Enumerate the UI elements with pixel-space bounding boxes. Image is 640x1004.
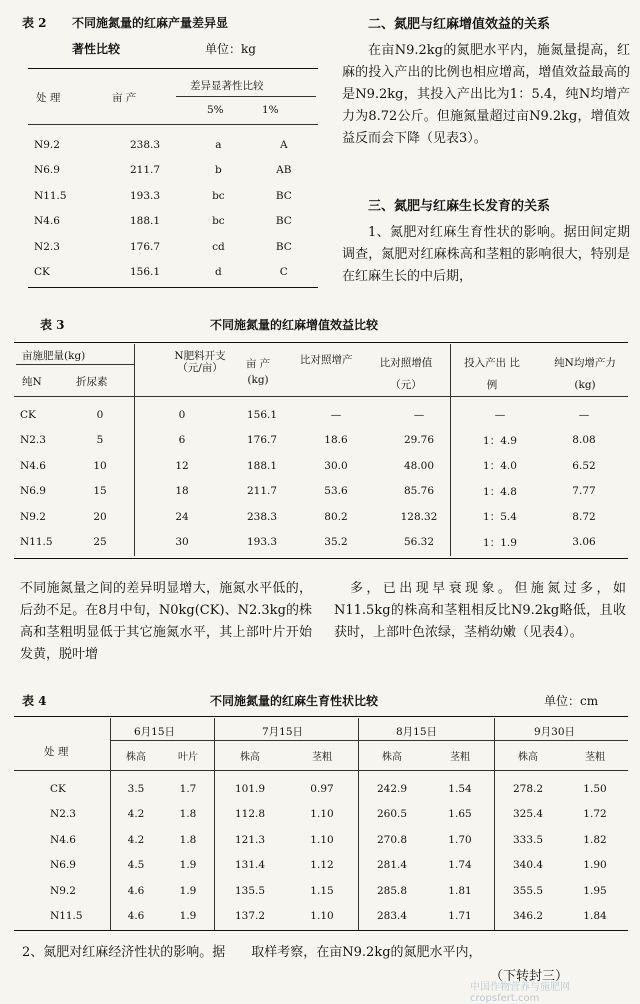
table-cell: 1.70 [448, 833, 472, 846]
table2-title-line1: 不同施氮量的红麻产量差异显 [72, 16, 229, 30]
table4-date-2: 7月15日 [262, 726, 304, 738]
table-cell: 270.8 [376, 833, 408, 846]
table-cell: 193.3 [246, 536, 278, 549]
table4-subheader-cell: 茎粗 [312, 752, 332, 763]
table3-label: 表 3 [40, 318, 65, 332]
table-cell: 211.7 [246, 485, 278, 498]
table-cell: 1.82 [583, 833, 607, 846]
table4-subheader [14, 748, 628, 763]
table-cell: 1.9 [179, 884, 197, 897]
table3-header-urea: 折尿素 [76, 376, 108, 388]
table4-date-1: 6月15日 [134, 726, 176, 738]
table-cell: 0 [178, 408, 186, 421]
table-row [14, 453, 628, 479]
table-cell: 4.2 [127, 833, 145, 846]
table-cell: 333.5 [512, 833, 544, 846]
table-cell: CK [20, 408, 36, 421]
table-cell: 340.4 [512, 859, 544, 872]
table-cell: CK [34, 266, 50, 279]
table-cell: 8.08 [572, 434, 596, 447]
table-cell: 8.72 [572, 510, 596, 523]
table2-unit: 单位：kg [205, 42, 256, 56]
table-cell: 121.3 [234, 833, 266, 846]
table-cell: 1.8 [179, 808, 197, 821]
table-cell: 325.4 [512, 808, 544, 821]
table2-header-5pct: 5% [207, 104, 224, 116]
table-cell: 193.3 [129, 189, 161, 202]
table-cell: 6 [178, 434, 186, 447]
table-cell: 1.90 [583, 859, 607, 872]
table2-label: 表 2 [22, 16, 47, 30]
table-cell: 1.81 [448, 884, 472, 897]
table-row [14, 530, 628, 556]
table-cell: 1.54 [448, 782, 472, 795]
table2-body [28, 132, 318, 285]
table-cell: 10 [93, 459, 107, 472]
table-cell: 188.1 [246, 459, 278, 472]
table-cell: N2.3 [34, 240, 60, 253]
table-cell: 25 [93, 536, 107, 549]
table4-subheader-cell: 叶片 [178, 752, 198, 763]
table4-subheader-cell: 株高 [240, 752, 260, 763]
table-row [28, 158, 318, 184]
table-cell: CK [50, 782, 66, 795]
bottom-paragraph: 2、氮肥对红麻经济性状的影响。据 取样考察，在亩N9.2kg的氮肥水平内， [22, 945, 482, 960]
table-cell: 20 [93, 510, 107, 523]
table-cell: 242.9 [376, 782, 408, 795]
table4-bottom-rule [14, 930, 628, 931]
table4-label: 表 4 [22, 694, 47, 708]
table-cell: N9.2 [34, 138, 60, 151]
table-row [28, 209, 318, 235]
table3-header-yield: 亩 产 (kg) [245, 358, 271, 386]
table3-header-ratio: 投入产出 比 例 [464, 357, 520, 391]
table-cell: 3.5 [127, 782, 145, 795]
table-cell: 53.6 [324, 485, 348, 498]
table-cell: 281.4 [376, 859, 408, 872]
table-cell: 85.76 [403, 485, 435, 498]
table-cell: 346.2 [512, 910, 544, 923]
table-cell: 15 [93, 485, 107, 498]
table-cell: 238.3 [246, 510, 278, 523]
table-cell: — [578, 408, 590, 421]
table-cell: cd [212, 240, 225, 253]
table-cell: 1：1.9 [483, 536, 517, 549]
table-cell: N4.6 [50, 833, 76, 846]
table4-subheader-cell: 株高 [382, 752, 402, 763]
table4-date-4: 9月30日 [534, 726, 576, 738]
table-cell: 128.32 [400, 510, 438, 523]
table-cell: N4.6 [34, 215, 60, 228]
table-cell: a [215, 138, 222, 151]
table3-top-rule [14, 342, 628, 343]
table-row [14, 428, 628, 454]
table4-subheader-cell: 株高 [518, 752, 538, 763]
table-cell: 1.71 [448, 910, 472, 923]
table-cell: 135.5 [234, 884, 266, 897]
table-cell: 176.7 [246, 434, 278, 447]
table4-subheader-cell: 茎粗 [585, 752, 605, 763]
table-cell: 4.6 [127, 884, 145, 897]
table-cell: N2.3 [20, 434, 46, 447]
table-cell: 56.32 [403, 536, 435, 549]
continued-note: （下转封三） [490, 969, 569, 984]
table3-header-pureN: 纯N [22, 376, 42, 388]
table-cell: — [413, 408, 425, 421]
table2-header-significance: 差异显著性比较 [190, 80, 264, 92]
table3-bottom-rule [14, 558, 628, 559]
table-cell: — [494, 408, 506, 421]
table2-sub-rule [176, 96, 316, 97]
section-heading-3: 三、氮肥与红麻生长发育的关系 [368, 199, 551, 214]
table-cell: 30 [175, 536, 189, 549]
table3-header-power: 纯N均增产力 (kg) [554, 357, 616, 391]
table-cell: A [280, 138, 288, 151]
table2-title-line2: 著性比较 [72, 42, 121, 56]
table-cell: 156.1 [129, 266, 161, 279]
table-row [14, 904, 628, 930]
table-cell: BC [275, 215, 292, 228]
watermark: 中国作物营养与施肥网 cropsfert.com [470, 982, 570, 1004]
table-cell: N4.6 [20, 459, 46, 472]
mid-paragraph-left: 不同施氮量之间的差异明显增大，施氮水平低的，后劲不足。在8月中旬，N0kg(CK)、N2.3kg的株高和茎粗明显低于其它施氮水平，其上部叶片开始发黄，脱叶增 [20, 581, 312, 662]
table-cell: 4.5 [127, 859, 145, 872]
section-3-paragraph: 1、氮肥对红麻生育性状的影响。据田间定期调查，氮肥对红麻株高和茎粗的影响很大，特别是在红麻生长的中后期， [342, 225, 630, 284]
section-2-paragraph: 在亩N9.2kg的氮肥水平内，施氮量提高，红麻的投入产出的比例也相应增高，增值效益最高的是N9.2kg，其投入产出比为1：5.4，纯N均增产力为8.72公斤。但施氮量超过亩N9.2kg，增值效益反而会下降（见表3）。 [342, 43, 630, 146]
table-row [14, 402, 628, 428]
table-cell: N9.2 [50, 884, 76, 897]
table-cell: 24 [175, 510, 189, 523]
table-row [14, 827, 628, 853]
table-row [14, 776, 628, 802]
table-cell: 283.4 [376, 910, 408, 923]
table-cell: 12 [175, 459, 189, 472]
table4-header-rule [14, 770, 628, 771]
table-cell: d [215, 266, 222, 279]
table-row [28, 132, 318, 158]
table3-title: 不同施氮量的红麻增值效益比较 [210, 318, 379, 332]
table-cell: 1.84 [583, 910, 607, 923]
table-cell: 1：4.8 [483, 485, 517, 498]
table-cell: 1.9 [179, 910, 197, 923]
table-cell: 0.97 [310, 782, 334, 795]
table-cell: 1.74 [448, 859, 472, 872]
table-cell: 5 [96, 434, 104, 447]
table2-header-rule [28, 124, 318, 125]
table3-header-cost: N肥料开支（元/亩） [174, 350, 226, 374]
table-cell: 1.95 [583, 884, 607, 897]
table-row [14, 479, 628, 505]
table-cell: 3.06 [572, 536, 596, 549]
table-cell: 101.9 [234, 782, 266, 795]
table-cell: 1.72 [583, 808, 607, 821]
table-cell: N11.5 [50, 910, 83, 923]
table-cell: N6.9 [50, 859, 76, 872]
table-cell: 1.8 [179, 833, 197, 846]
table-cell: N6.9 [20, 485, 46, 498]
table-cell: N2.3 [50, 808, 76, 821]
table4-date-rule [110, 740, 628, 741]
table-cell: 176.7 [129, 240, 161, 253]
table-cell: N11.5 [20, 536, 53, 549]
table3-header-fert: 亩施肥量(kg) [22, 350, 86, 362]
table-cell: 1.12 [310, 859, 334, 872]
table-cell: 1.10 [310, 833, 334, 846]
table-row [14, 802, 628, 828]
table-cell: bc [212, 189, 225, 202]
table-row [14, 853, 628, 879]
table3-header-inc-value: 比对照增值 （元） [379, 357, 433, 391]
table4-title: 不同施氮量的红麻生育性状比较 [210, 694, 379, 708]
table-cell: BC [275, 240, 292, 253]
table-cell: 137.2 [234, 910, 266, 923]
table-cell: 1：5.4 [483, 511, 517, 524]
table-cell: C [279, 266, 288, 279]
table-row [28, 234, 318, 260]
table4-subheader-cell: 株高 [126, 752, 146, 763]
table-cell: 4.2 [127, 808, 145, 821]
table3-body [14, 402, 628, 555]
table3-header-rule [14, 396, 628, 397]
table-cell: BC [275, 189, 292, 202]
table-cell: 260.5 [376, 808, 408, 821]
table-cell: 1.7 [179, 782, 197, 795]
table-cell: 355.5 [512, 884, 544, 897]
table-cell-empty [14, 748, 110, 763]
table2-top-rule [28, 68, 318, 69]
table4-date-3: 8月15日 [396, 726, 438, 738]
section-heading-2: 二、氮肥与红麻增值效益的关系 [368, 17, 551, 32]
table-cell: 18 [175, 485, 189, 498]
table3-fert-sub-rule [16, 364, 134, 365]
table3-header-inc-yield: 比对照增产 [300, 354, 353, 366]
table-cell: b [215, 164, 222, 177]
table-cell: 1.9 [179, 859, 197, 872]
table-cell: 238.3 [129, 138, 161, 151]
table-cell: 80.2 [324, 510, 348, 523]
table-row [28, 183, 318, 209]
table2-header-treatment: 处 理 [36, 92, 61, 104]
table-cell: N9.2 [20, 510, 46, 523]
table-cell: 211.7 [129, 164, 161, 177]
table-cell: 156.1 [246, 408, 278, 421]
table-cell: 1.65 [448, 808, 472, 821]
mid-paragraph-right: 多，已出现早衰现象。但施氮过多，如N11.5kg的株高和茎粗相反比N9.2kg略低，且收获时，上部叶色浓绿，茎梢幼嫩（见表4）。 [334, 581, 626, 640]
table-cell: 1：4.9 [483, 434, 517, 447]
table4-header-treatment: 处 理 [44, 746, 69, 758]
table-cell: N11.5 [34, 189, 67, 202]
table-cell: 1.10 [310, 808, 334, 821]
table-row [14, 504, 628, 530]
table-cell: 131.4 [234, 859, 266, 872]
table-cell: 285.8 [376, 884, 408, 897]
table-cell: N6.9 [34, 164, 60, 177]
table2-header-yield: 亩 产 [112, 92, 137, 104]
table-cell: 1.10 [310, 910, 334, 923]
table-cell: bc [212, 215, 225, 228]
table4-unit: 单位：cm [544, 694, 599, 708]
table-cell: 278.2 [512, 782, 544, 795]
table4-top-rule [14, 716, 628, 717]
table-cell: 1.15 [310, 884, 334, 897]
table-row [28, 260, 318, 286]
table2-header-1pct: 1% [262, 104, 279, 116]
table2-bottom-rule [28, 287, 318, 288]
table-cell: 188.1 [129, 215, 161, 228]
table-cell: 4.6 [127, 910, 145, 923]
table-cell: 18.6 [324, 434, 348, 447]
table-cell: — [330, 408, 342, 421]
table-cell: 7.77 [572, 485, 596, 498]
table-cell: 6.52 [572, 459, 596, 472]
table-cell: 35.2 [324, 536, 348, 549]
table-row [14, 878, 628, 904]
table-cell: 1.50 [583, 782, 607, 795]
table-cell: 48.00 [403, 459, 435, 472]
table-cell: 0 [96, 408, 104, 421]
table-cell: 29.76 [403, 434, 435, 447]
table-cell: 30.0 [324, 459, 348, 472]
table-cell: 1：4.0 [483, 460, 517, 473]
table-cell: 112.8 [234, 808, 266, 821]
table4-subheader-cell: 茎粗 [450, 752, 470, 763]
table4-body [14, 776, 628, 929]
table-cell: AB [276, 164, 292, 177]
